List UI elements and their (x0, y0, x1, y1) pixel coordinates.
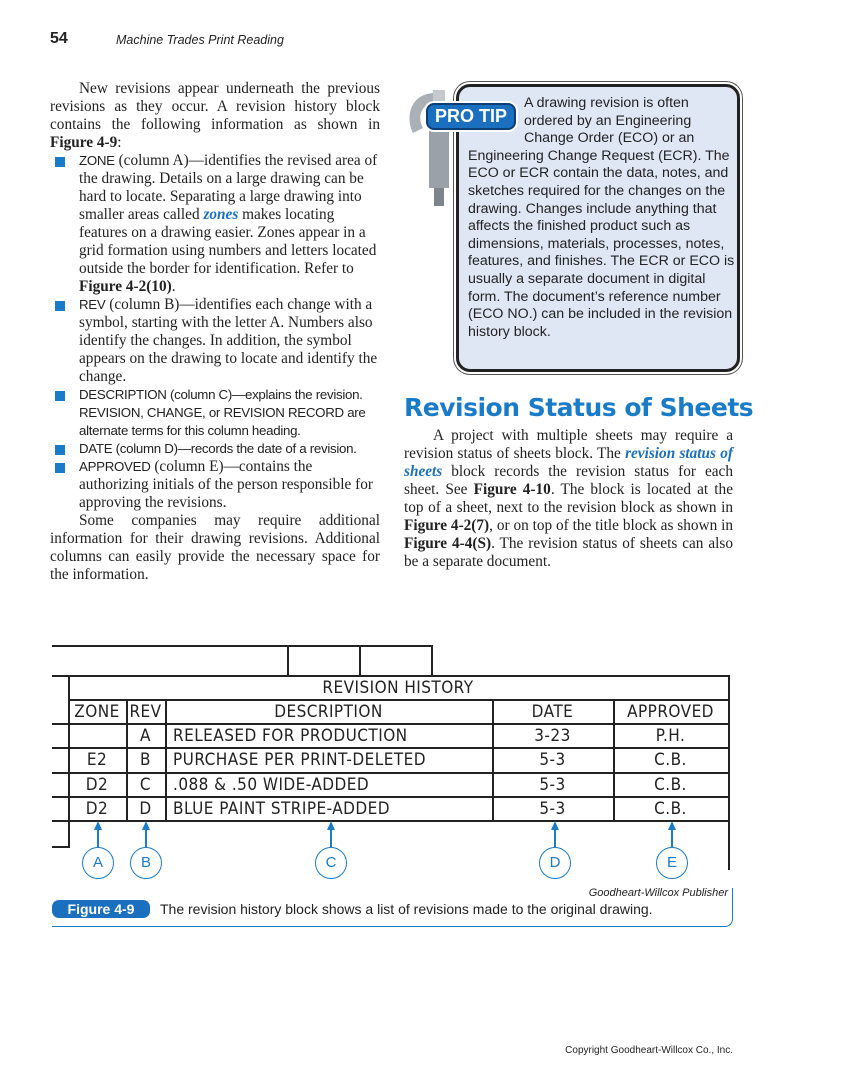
text: . (171, 278, 176, 295)
left-column (50, 80, 380, 584)
border-line (359, 645, 361, 675)
cell-rev: D (139, 798, 152, 819)
grid-line (52, 772, 730, 774)
text: . The revision status of sheets can also be a separate document. (404, 535, 734, 570)
text: are alternate terms for this column heading. (79, 405, 366, 438)
arrow-icon (330, 823, 332, 847)
text: (column D)—records the date of a revision. (112, 441, 357, 456)
figure-ref: Figure 4-10 (473, 481, 551, 498)
figure-ref: Figure 4-9 (50, 134, 118, 151)
grid-line (68, 699, 730, 701)
term-label: ZONE (79, 153, 115, 168)
copyright: Copyright Goodheart-Willcox Co., Inc. (565, 1045, 733, 1056)
text: (column A)—identifies the revised area of the drawing. Details on a large drawing can be hard to locate. Separating a large drawing into smaller areas called (79, 152, 378, 223)
header-zone: ZONE (74, 702, 120, 722)
figure-caption: The revision history block shows a list of revisions made to the original drawing. (160, 901, 653, 917)
callout-a: A (82, 847, 114, 879)
running-head: Machine Trades Print Reading (116, 33, 284, 47)
page-number: 54 (50, 30, 68, 47)
text: : (117, 134, 122, 151)
text: or (205, 405, 224, 420)
pro-tip-text (468, 95, 738, 341)
grid-line (52, 747, 730, 749)
text: , or on top of the title block as shown in (489, 517, 733, 534)
arrow-icon (97, 823, 99, 847)
section-heading: Revision Status of Sheets (404, 393, 754, 422)
grid-line (52, 723, 730, 725)
figure-ref: Figure 4-4(S) (404, 535, 492, 552)
border-line (431, 645, 433, 675)
right-column (404, 427, 733, 571)
header-approved: APPROVED (627, 702, 714, 722)
cell-rev: C (139, 774, 152, 795)
callout-c: C (315, 847, 347, 879)
arrow-icon (145, 823, 147, 847)
text: A drawing revision is often ordered by an Engineering Change Order (ECO) or an (524, 95, 695, 147)
cell-date: 5-3 (539, 798, 566, 819)
cell-date: 5-3 (539, 774, 566, 795)
figure-ref: Figure 4-2(10) (79, 278, 172, 295)
cell-zone: E2 (86, 750, 108, 771)
bullet-rev (50, 296, 380, 386)
border-line (52, 846, 70, 848)
border-line (52, 645, 432, 647)
bullet-approved (50, 458, 380, 512)
header-date: DATE (531, 702, 574, 722)
cell-date: 5-3 (539, 750, 566, 771)
figure-label: Figure 4-9 (52, 900, 150, 918)
border-line (287, 645, 289, 675)
text: makes locating features on a drawing easier. Zones appear in a grid formation using numbers and letters located outside the border for identification. Refer to (79, 206, 377, 277)
text: block records the revision status for each sheet. See (404, 463, 733, 498)
bullet-icon (55, 463, 65, 473)
cell-description: RELEASED FOR PRODUCTION (173, 726, 408, 746)
figure-ref: Figure 4-2(7) (404, 517, 490, 534)
bullet-icon (55, 157, 65, 167)
cell-zone: D2 (85, 798, 109, 819)
text: (column C)—explains the revision. (166, 387, 363, 402)
cell-approved: C.B. (654, 798, 687, 819)
term-label: REV (79, 297, 106, 312)
text: . The block is located at the top of a sheet, next to the revision block as shown in (404, 481, 733, 516)
key-term: revision status of sheets (404, 445, 734, 480)
callout-b: B (130, 847, 162, 879)
grid-line (492, 699, 494, 821)
callout-e: E (656, 847, 688, 879)
term-label: APPROVED (79, 459, 151, 474)
bullet-icon (55, 445, 65, 455)
table-title: REVISION HISTORY (322, 678, 474, 698)
cell-description: PURCHASE PER PRINT-DELETED (173, 750, 426, 771)
section-paragraph (404, 427, 733, 571)
text: (column B)—identifies each change with a symbol, starting with the letter A. Numbers also identify the changes. In addition, the symbol appears on the drawing to locate and identify the change. (79, 296, 378, 385)
arrow-icon (554, 823, 556, 847)
text: A project with multiple sheets may require a revision status of sheets block. The (404, 427, 733, 462)
cell-approved: P.H. (655, 726, 686, 746)
bullet-description (50, 386, 380, 440)
bullet-date (50, 440, 380, 458)
key-term: zones (203, 206, 239, 223)
bullet-zone (50, 152, 380, 296)
cell-rev: A (140, 726, 151, 746)
grid-line (165, 699, 167, 821)
border-line (52, 675, 730, 677)
pro-tip-badge: PRO TIP (426, 103, 516, 130)
cell-rev: B (140, 750, 151, 771)
figure-credit: Goodheart-Willcox Publisher (588, 887, 728, 899)
cell-date: 3-23 (534, 726, 571, 746)
callout-d: D (539, 847, 571, 879)
grid-line (613, 699, 615, 821)
cell-approved: C.B. (654, 750, 687, 771)
text: Engineering Change Request (ECR). The ECO or ECR contain the data, notes, and sketches required for the changes on the drawing. Changes include anything that affects the finished product such as dimensions, materials, processes, notes, features, and finishes. The ECR or ECO is usually a separate document in digital form. The document’s reference number (ECO NO.) can be included in the revision history block. (468, 147, 735, 340)
header-rev: REV (129, 702, 162, 722)
text: (column E)—contains the authorizing initials of the person responsible for approving the revisions. (79, 458, 373, 511)
cell-zone: D2 (85, 774, 109, 795)
cell-description: .088 & .50 WIDE-ADDED (173, 774, 370, 795)
grid-line (52, 796, 730, 798)
intro-paragraph (50, 80, 380, 152)
term-label: REVISION RECORD (223, 405, 344, 420)
header-description: DESCRIPTION (274, 702, 383, 722)
bullet-icon (55, 391, 65, 401)
cell-approved: C.B. (654, 774, 687, 795)
bullet-icon (55, 301, 65, 311)
term-label: REVISION, CHANGE, (79, 405, 206, 420)
closing-paragraph: Some companies may require additional information for their drawing revisions. Additional columns can easily provide the necessary space for the information. (50, 512, 380, 583)
text: New revisions appear underneath the previous revisions as they occur. A revision history block contains the following information as shown in (50, 80, 380, 133)
term-label: DATE (79, 441, 113, 456)
arrow-icon (671, 823, 673, 847)
grid-line (52, 820, 730, 822)
cell-description: BLUE PAINT STRIPE-ADDED (173, 798, 390, 819)
term-label: DESCRIPTION (79, 387, 167, 402)
